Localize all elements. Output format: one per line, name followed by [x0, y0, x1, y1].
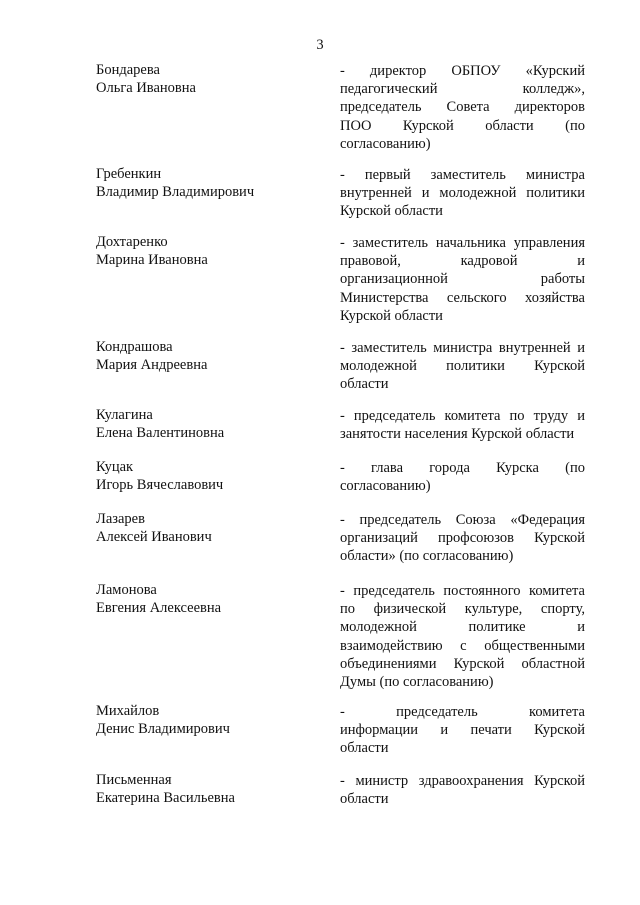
role-line: по физической культуре, спорту, — [340, 601, 585, 618]
member-given-name: Мария Андреевна — [96, 356, 208, 373]
member-role — [340, 339, 585, 394]
member-name — [96, 582, 326, 617]
member-surname: Ламонова — [96, 582, 157, 598]
role-line: области» (по согласованию) — [340, 548, 514, 565]
member-given-name: Евгения Алексеевна — [96, 599, 222, 616]
role-line: занятости населения Курской области — [340, 426, 575, 443]
role-line: правовой, кадровой и — [340, 253, 585, 270]
member-name — [96, 459, 326, 494]
role-line: Министерства сельского хозяйства — [340, 289, 585, 306]
role-line: - председатель комитета — [340, 704, 585, 720]
member-given-name: Марина Ивановна — [96, 251, 208, 268]
member-role — [340, 511, 585, 566]
role-line: организаций профсоюзов Курской — [340, 530, 585, 547]
member-given-name: Алексей Иванович — [96, 528, 212, 545]
member-name — [96, 234, 326, 269]
member-role — [340, 407, 585, 443]
role-line: - председатель Союза «Федерация — [340, 512, 585, 528]
member-role — [340, 459, 585, 495]
member-surname: Кондрашова — [96, 339, 173, 355]
member-given-name: Екатерина Васильевна — [96, 789, 235, 806]
role-line: внутренней и молодежной политики — [340, 185, 585, 202]
member-name — [96, 62, 326, 97]
role-line: области — [340, 791, 389, 808]
member-role — [340, 772, 585, 808]
member-surname: Гребенкин — [96, 166, 162, 182]
role-line: - первый заместитель министра — [340, 167, 585, 183]
member-role — [340, 703, 585, 758]
role-line: Курской области — [340, 307, 443, 324]
role-line: - министр здравоохранения Курской — [340, 773, 585, 789]
role-line: - заместитель начальника управления — [340, 235, 585, 251]
member-name — [96, 166, 326, 201]
member-surname: Михайлов — [96, 703, 160, 719]
role-line: области — [340, 740, 389, 757]
member-name — [96, 339, 326, 374]
role-line: организационной работы — [340, 271, 585, 288]
member-given-name: Ольга Ивановна — [96, 79, 196, 96]
role-line: - директор ОБПОУ «Курский — [340, 63, 585, 79]
role-line: - глава города Курска (по — [340, 460, 585, 476]
role-line: молодежной политики Курской — [340, 358, 585, 375]
member-name — [96, 703, 326, 738]
member-name — [96, 407, 326, 442]
role-line: объединениями Курской областной — [340, 655, 585, 672]
role-line: согласованию) — [340, 478, 431, 495]
member-role — [340, 62, 585, 153]
member-given-name: Владимир Владимирович — [96, 183, 255, 200]
role-line: области — [340, 376, 389, 393]
role-line: ПОО Курской области (по — [340, 117, 585, 134]
role-line: педагогический колледж», — [340, 81, 585, 98]
member-name — [96, 772, 326, 807]
member-role — [340, 166, 585, 221]
role-line: - заместитель министра внутренней и — [340, 340, 585, 356]
member-role — [340, 582, 585, 691]
member-name — [96, 511, 326, 546]
role-line: Курской области — [340, 203, 443, 220]
member-surname: Куцак — [96, 459, 134, 475]
role-line: председатель Совета директоров — [340, 99, 585, 116]
member-role — [340, 234, 585, 325]
role-line: Думы (по согласованию) — [340, 674, 494, 691]
member-given-name: Денис Владимирович — [96, 720, 230, 737]
member-given-name: Елена Валентиновна — [96, 424, 225, 441]
page-number: 3 — [316, 37, 324, 53]
role-line: - председатель комитета по труду и — [340, 408, 585, 424]
role-line: согласованию) — [340, 135, 431, 152]
member-surname: Дохтаренко — [96, 234, 168, 250]
member-surname: Письменная — [96, 772, 172, 788]
member-given-name: Игорь Вячеславович — [96, 476, 224, 493]
role-line: - председатель постоянного комитета — [340, 583, 585, 599]
role-line: информации и печати Курской — [340, 722, 585, 739]
member-surname: Лазарев — [96, 511, 145, 527]
member-surname: Бондарева — [96, 62, 160, 78]
role-line: взаимодействию с общественными — [340, 637, 585, 654]
member-surname: Кулагина — [96, 407, 153, 423]
role-line: молодежной политике и — [340, 619, 585, 636]
